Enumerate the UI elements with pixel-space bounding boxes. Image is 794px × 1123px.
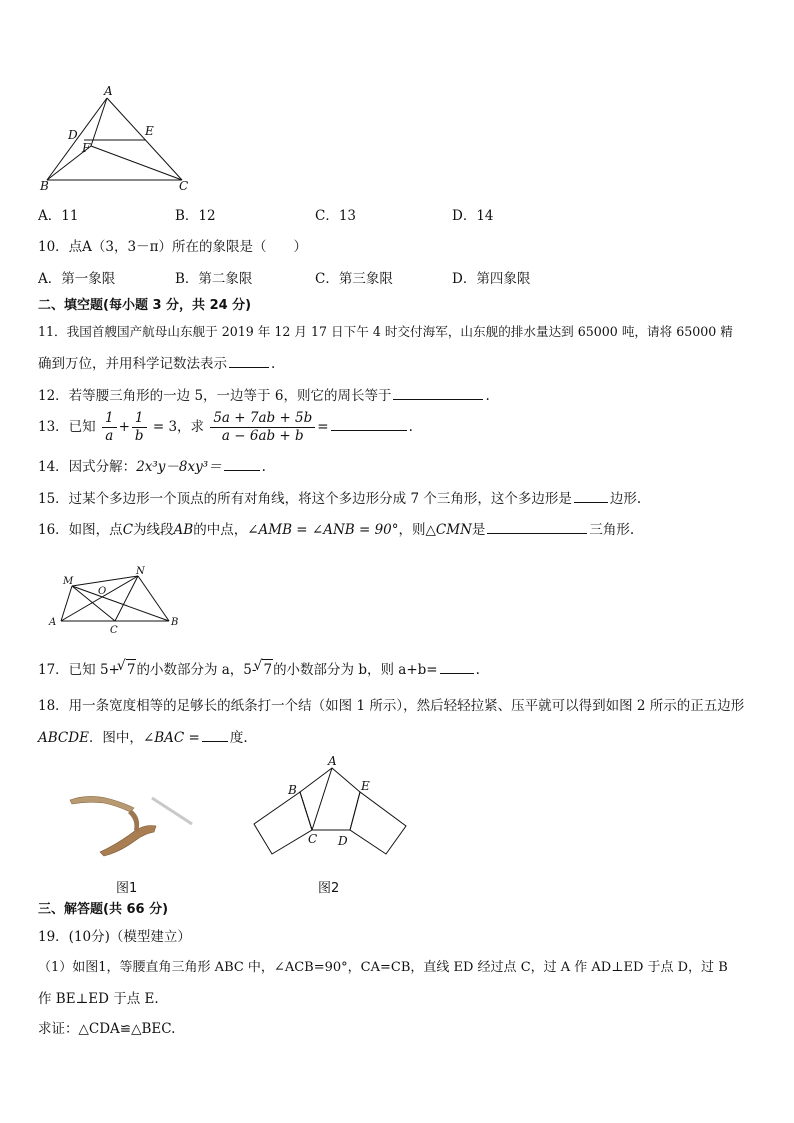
q17-end: . (475, 662, 480, 678)
q12-end: . (485, 388, 490, 404)
label-n: N (136, 566, 145, 577)
seg-mn (72, 576, 138, 586)
label-e: E (145, 124, 154, 138)
q13-line (38, 410, 413, 450)
label-d: D (338, 834, 348, 848)
q15-text: 15．过某个多边形一个顶点的所有对角线，将这个多边形分成 7 个三角形，这个多边形是 (38, 491, 572, 507)
q13-f3-den: a − 6ab + b (221, 428, 304, 444)
q19-line3: 求证：△CDA≌△BEC. (38, 1021, 176, 1037)
figure-1-paper-knot (66, 790, 196, 860)
q15-end: 边形. (609, 491, 642, 507)
q18-answer-blank[interactable] (202, 727, 228, 742)
paper-strip-knot (128, 810, 139, 832)
label-b: B (171, 617, 179, 628)
seg-nb (138, 576, 169, 621)
label-d: D (68, 128, 78, 142)
segment-ac (312, 768, 332, 830)
q13-f2-den: b (134, 428, 144, 444)
section-3-title: 三、解答题(共 66 分) (38, 902, 169, 917)
q15-line (38, 488, 641, 509)
q9-option-a: A．11 (38, 208, 79, 224)
q18-pentagon-label: ABCDE (38, 730, 89, 746)
q14-prefix: 14．因式分解： (38, 459, 137, 475)
q13-prefix: 13．已知 (38, 419, 96, 435)
figure-q16 (44, 564, 194, 636)
q10-option-a: A．第一象限 (38, 271, 116, 287)
q10-option-d: D．第四象限 (452, 271, 531, 287)
label-a: A (328, 754, 337, 768)
q13-fraction-target (210, 410, 315, 445)
q14-expression: 2x³y－8xy³＝ (136, 459, 222, 475)
q9-option-b: B．12 (175, 208, 216, 224)
q16-mid: 为线段 (133, 522, 174, 538)
q18-line2 (38, 727, 248, 748)
label-f: F (82, 141, 91, 155)
q9-option-d: D．14 (452, 208, 494, 224)
q17-answer-blank[interactable] (440, 659, 474, 674)
label-b: B (288, 783, 297, 797)
q16-answer-blank[interactable] (487, 519, 587, 534)
q17-mid2: 的小数部分为 b，则 a+b= (273, 662, 438, 678)
label-o: O (98, 586, 107, 597)
q11-line2 (38, 353, 275, 374)
q17-sqrt-7-a: √ 7 (126, 659, 137, 680)
label-m: M (63, 576, 74, 587)
paper-strip-loose-end (152, 798, 192, 824)
q13-end: . (408, 419, 413, 435)
q11-end: . (271, 356, 276, 372)
label-b: B (40, 179, 49, 193)
figure-2-caption: 图2 (318, 881, 340, 896)
segment-ac (107, 98, 182, 180)
label-c: C (179, 179, 189, 193)
q15-answer-blank[interactable] (574, 488, 608, 503)
q13-fraction-1-over-b (132, 410, 147, 445)
q13-fraction-1-over-a (102, 410, 117, 445)
q13-eq2: = (317, 419, 329, 435)
q13-f1-den: a (105, 428, 114, 444)
label-c: C (308, 832, 318, 846)
q16-triangle-cmn: CMN (435, 522, 472, 538)
q14-end: . (261, 459, 266, 475)
q14-answer-blank[interactable] (224, 456, 260, 471)
q11-text: 确到万位，并用科学记数法表示 (38, 356, 227, 372)
right-strip-rect (350, 792, 406, 854)
q16-mid2: 的中点， (193, 522, 248, 538)
q18-mid: ．图中， (88, 730, 143, 746)
q18-end: 度. (229, 730, 248, 746)
q16-mid4: 是 (471, 522, 486, 538)
q14-line (38, 456, 266, 477)
q17-mid: 的小数部分为 a，5- (136, 662, 257, 678)
q13-f1-num: 1 (102, 410, 117, 428)
q10-stem: 10．点A（3，3－π）所在的象限是（ ） (38, 239, 307, 255)
q11-answer-blank[interactable] (229, 353, 269, 368)
q10-option-c: C．第三象限 (315, 271, 393, 287)
q10-option-b: B．第二象限 (175, 271, 253, 287)
q13-f3-num: 5a + 7ab + 5b (210, 410, 315, 428)
q18-line1: 18．用一条宽度相等的足够长的纸条打一个结（如图 1 所示），然后轻轻拉紧、压平就可以得到如图 2 所示的正五边形 (38, 698, 745, 714)
figure-q9-triangle (36, 84, 206, 196)
q13-answer-blank[interactable] (331, 416, 407, 431)
q16-segment-ab: AB (173, 522, 194, 538)
seg-mb (72, 586, 169, 621)
q16-end: 三角形. (589, 522, 635, 538)
label-a: A (104, 84, 113, 98)
segment-af (91, 98, 107, 146)
label-e: E (361, 779, 370, 793)
label-a: A (49, 617, 57, 628)
q19-head: 19．(10分)（模型建立） (38, 929, 191, 945)
q12-text: 12．若等腰三角形的一边 5，一边等于 6，则它的周长等于 (38, 388, 392, 404)
q16-point-c: C (122, 522, 134, 538)
q16-line (38, 519, 634, 540)
label-c: C (110, 625, 118, 636)
paper-strip-upper (70, 796, 134, 812)
q19-line2: 作 BE⊥ED 于点 E. (38, 991, 159, 1007)
q13-eq: = 3，求 (152, 419, 205, 435)
q17-sqrt-7-b: √ 7 (262, 659, 273, 680)
q18-angle: ∠BAC = (142, 730, 200, 746)
figure-2-pentagon (250, 752, 412, 864)
q13-plus: + (118, 419, 130, 435)
q13-f2-num: 1 (132, 410, 147, 428)
q9-option-c: C．13 (315, 208, 357, 224)
figure-1-caption: 图1 (116, 881, 138, 896)
section-2-title: 二、填空题(每小题 3 分，共 24 分) (38, 298, 252, 313)
q17-line (38, 659, 480, 680)
q11-line1: 11．我国首艘国产航母山东舰于 2019 年 12 月 17 日下午 4 时交付海军，山东舰的排水量达到 65000 吨，请将 65000 精 (38, 324, 733, 339)
q16-mid3: ，则△ (398, 522, 436, 538)
q16-angles: ∠AMB = ∠ANB = 90° (247, 522, 399, 538)
q19-line1: （1）如图1，等腰直角三角形 ABC 中，∠ACB=90°，CA=CB，直线 ED 经过点 C，过 A 作 AD⊥ED 于点 D，过 B (38, 960, 728, 975)
seg-mc (72, 586, 115, 621)
q17-prefix: 17．已知 5+ (38, 662, 120, 678)
q12-line (38, 385, 490, 406)
q12-answer-blank[interactable] (393, 385, 483, 400)
paper-strip-lower (100, 826, 156, 857)
segment-fc (91, 146, 182, 180)
q16-prefix: 16．如图，点 (38, 522, 123, 538)
